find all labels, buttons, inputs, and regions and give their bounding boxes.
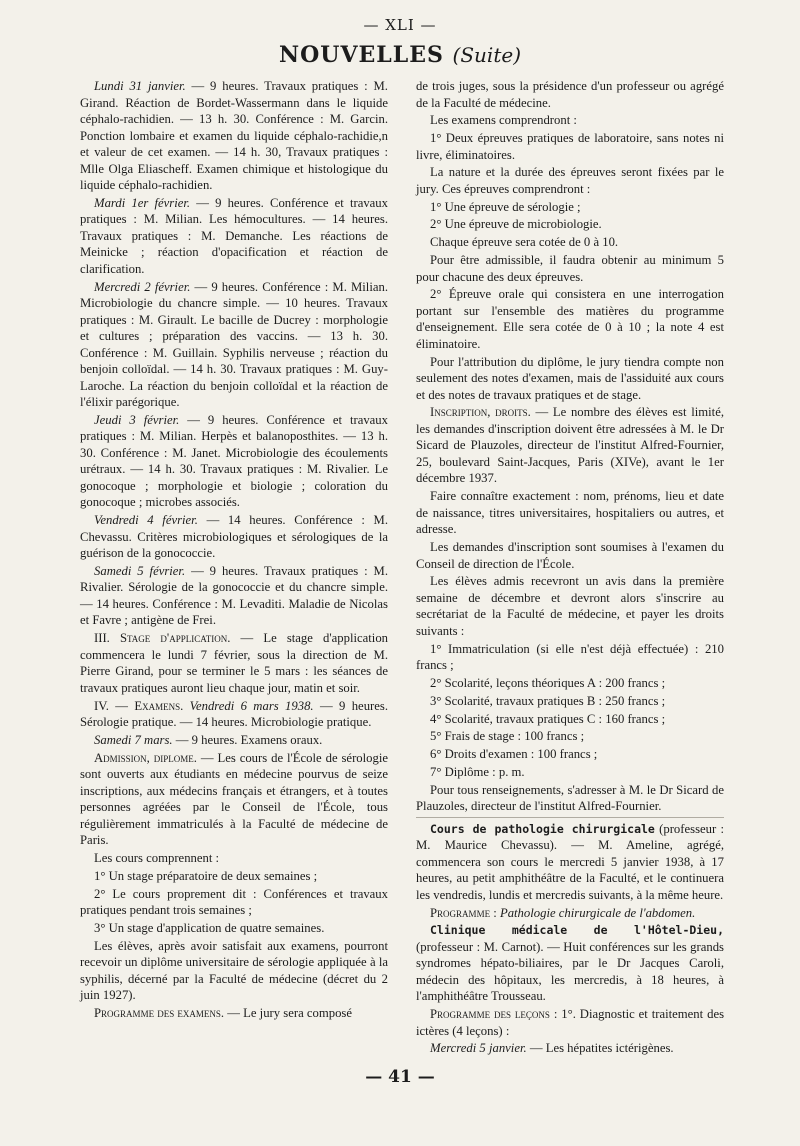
faire-paragraph: Faire connaître exactement : nom, prénoms, lieu et date de naissance, titres universitaires, hospitaliers ou autres, et adresse. xyxy=(416,489,724,537)
orale-paragraph: 2° Épreuve orale qui consistera en une interrogation portant sur l'ensemble des matières du programme d'enseignement. Elle sera cotée de 0 à 10 ; la note 4 est éliminatoire. xyxy=(416,287,724,351)
exam-paragraph xyxy=(80,698,388,731)
day-label: Samedi 5 février. xyxy=(94,563,186,578)
cours-item-1: 1° Un stage préparatoire de deux semaines ; xyxy=(94,868,318,883)
stage-paragraph xyxy=(80,630,388,696)
pathologie-paragraph xyxy=(416,821,724,904)
nature-paragraph: La nature et la durée des épreuves seront fixées par le jury. Ces épreuves comprendront : xyxy=(416,165,724,196)
exam-date: Vendredi 6 mars 1938. xyxy=(189,698,314,713)
schedule-jeudi xyxy=(80,412,388,511)
lecons-text: 1°. Diagnostic et traitement des ictères (4 leçons) : xyxy=(416,1007,725,1038)
schedule-lundi xyxy=(80,78,388,194)
day-text: — 14 heures. Conférence : M. Chevassu. Critères microbiologiques et sérologiques de la guérison de la gonococcie. xyxy=(80,513,388,561)
schedule-mercredi-5 xyxy=(416,1040,724,1057)
lecons-label: Programme des leçons : xyxy=(430,1007,558,1022)
admissible-paragraph: Pour être admissible, il faudra obtenir au minimum 5 pour chacune des deux épreuves. xyxy=(416,253,724,284)
droit-item-6: 6° Droits d'examen : 100 francs ; xyxy=(430,747,598,762)
droit-item-1: 1° Immatriculation (si elle n'est déjà effectuée) : 210 francs ; xyxy=(416,641,724,673)
schedule-samedi-7 xyxy=(80,732,388,749)
admission-text: — Les cours de l'École de sérologie sont ouverts aux étudiants en médecine pourvus de seize inscriptions, aux médecins français et étrangers, et à toutes personnes agréées par le Conseil de l'École, tous régulièrement immatriculés à la Faculté de médecine de Paris. xyxy=(80,750,389,848)
schedule-vendredi xyxy=(80,512,388,562)
schedule-samedi xyxy=(80,563,388,629)
cotee-paragraph: Chaque épreuve sera cotée de 0 à 10. xyxy=(430,235,619,250)
clinique-paragraph xyxy=(416,922,724,1005)
day-text: — 9 heures. Travaux pratiques : M. Girand. Réaction de Bordet-Wassermann dans le liquide céphalo-rachidien. — 13 h. 30. Conférence : M. Garcin. Ponction lombaire et examen du liquide céphalo-rachidie,n et valeur de cet examen. — 14 h. 30, Travaux pratiques : Mlle Olga Eliascheff. Examen chimique et histologique du liquide céphalo-rachidien. xyxy=(80,79,388,192)
inscription-text: — Le nombre des élèves est limité, les demandes d'inscription doivent être adressées à M. le Dr Sicard de Plauzoles, directeur de l'institut Alfred-Fournier, 25, boulevard Saint-Jacques, Paris (XIVe), avant le 1er décembre 1937. xyxy=(416,405,724,486)
programme-paragraph xyxy=(80,1005,388,1022)
day-text: — 9 heures. Conférence et travaux pratiques : M. Milian. Les hémocultures. — 14 heures. Travaux pratiques : M. Demanche. Les réactions de Meinicke ; réaction d'opacification et réaction de clarification. xyxy=(80,195,388,276)
epreuve-item-1: 1° Une épreuve de sérologie ; xyxy=(430,199,581,214)
roman-folio: — XLI — xyxy=(363,16,437,34)
day-label: Jeudi 3 février. xyxy=(94,412,180,427)
inscription-paragraph xyxy=(416,404,724,487)
day-text: — 9 heures. Examens oraux. xyxy=(175,732,323,747)
programme-text: Pathologie chirurgicale de l'abdomen. xyxy=(499,905,696,920)
epreuve-item-2: 2° Une épreuve de microbiologie. xyxy=(430,217,602,232)
clinique-text: (professeur : M. Carnot). — Huit conférences sur les grands syndromes hépato-biliaires, par le Dr Jacques Caroli, médecin des hôpitaux, les mercredis, à 18 heures, à l'amphithéâtre Trousseau. xyxy=(416,939,724,1004)
day-label: Vendredi 4 février. xyxy=(94,513,198,528)
day-text: — 9 heures. Conférence : M. Milian. Microbiologie du chancre simple. — 10 heures. Travaux pratiques : M. Girault. Le bacille de Ducrey : morphologie et cultures ; préparation des vaccins. — 13 h. 30. Conférence : M. Guillain. Syphilis nerveuse ; réaction du benjoin colloïdal. — 14 h. 30. Travaux pratiques : M. Guy-Laroche. La réaction du benjoin colloïdal et la réaction de l'élixir parégorique. xyxy=(80,279,388,410)
cours-item-3: 3° Un stage d'application de quatre semaines. xyxy=(94,920,325,935)
day-label: Mercredi 2 février. xyxy=(94,279,191,294)
day-label: Lundi 31 janvier. xyxy=(94,79,186,93)
renseignements-paragraph: Pour tous renseignements, s'adresser à M. le Dr Sicard de Plauzoles, directeur de l'institut Alfred-Fournier. xyxy=(416,782,724,814)
exam-text: — 9 heures. Sérologie pratique. — 14 heures. Microbiologie pratique. xyxy=(80,698,388,730)
cours-item-2: 2° Le cours proprement dit : Conférences et travaux pratiques pendant trois semaines ; xyxy=(80,886,388,918)
day-label: Mardi 1er février. xyxy=(94,195,191,210)
page-number: — 41 — xyxy=(365,1067,435,1087)
clinique-label: Clinique médicale de l'Hôtel-Dieu, xyxy=(430,923,724,938)
day-text: — Les hépatites ictérigènes. xyxy=(529,1041,674,1056)
left-column xyxy=(80,78,388,1023)
droit-item-3: 3° Scolarité, travaux pratiques B : 250 francs ; xyxy=(430,693,666,708)
pathologie-text: (professeur : M. Maurice Chevassu). — M. Ameline, agrégé, commencera son cours le mercredi 5 janvier 1938, à 17 heures, au petit amphithéâtre de la Faculté, et le continuera les vendredis, lundis et mercredis suivants, à la même heure. xyxy=(416,821,725,902)
lecons-paragraph xyxy=(416,1006,724,1039)
stage-label: III. Stage d'application. xyxy=(94,631,231,646)
programme-label: Programme : xyxy=(430,905,497,920)
diplome-paragraph: Les élèves, après avoir satisfait aux examens, pourront recevoir un diplôme universitaire de sérologie appliquée à la syphilis, décerné par la Faculté de médecine (décret du 2 juin 1927). xyxy=(80,938,388,1003)
programme-label: Programme des examens. xyxy=(94,1005,225,1020)
divider xyxy=(416,817,724,818)
exam-label: IV. — Examens. xyxy=(94,698,184,713)
admis-paragraph: Les élèves admis recevront un avis dans la première semaine de décembre et devront alors s'inscrire au secrétariat de la Faculté de médecine, et payer les droits suivants : xyxy=(416,574,724,638)
title-suite: (Suite) xyxy=(452,43,522,67)
schedule-mardi xyxy=(80,195,388,278)
day-text: — 9 heures. Conférence et travaux pratiques : M. Milian. Herpès et balanoposthites. — 13 h. 30. Conférence : M. Janet. Microbiologie des écoulements urétraux. — 14 h. 30. Travaux pratiques : M. Rivalier. Le gonocoque ; morphologie et biologie ; coloration du gonocoque ; microbes associés. xyxy=(80,412,388,510)
schedule-mercredi xyxy=(80,279,388,411)
programme-text: — Le jury sera composé xyxy=(227,1005,352,1020)
attribution-paragraph: Pour l'attribution du diplôme, le jury tiendra compte non seulement des notes d'examen, mais de l'assiduité aux cours et des notes de travaux pratiques et de stage. xyxy=(416,354,724,402)
title-main: NOUVELLES xyxy=(278,42,444,68)
jury-continuation: de trois juges, sous la présidence d'un professeur ou agrégé de la Faculté de médecine. xyxy=(416,79,724,110)
inscription-label: Inscription, droits. xyxy=(430,405,531,420)
admission-paragraph xyxy=(80,750,388,849)
right-column xyxy=(416,78,724,1058)
examens-intro: Les examens comprendront : xyxy=(430,113,577,128)
droit-item-4: 4° Scolarité, travaux pratiques C : 160 francs ; xyxy=(430,711,666,726)
cours-intro: Les cours comprennent : xyxy=(94,850,220,865)
droit-item-7: 7° Diplôme : p. m. xyxy=(430,764,525,779)
stage-text: — Le stage d'application commencera le lundi 7 février, sous la direction de M. Pierre Girand, pour se terminer le 5 mars : les séances de travaux pratiques auront lieu chaque jour, matin et soir. xyxy=(80,631,389,695)
droit-item-2: 2° Scolarité, leçons théoriques A : 200 francs ; xyxy=(430,675,666,690)
examens-item-1: 1° Deux épreuves pratiques de laboratoire, sans notes ni livre, éliminatoires. xyxy=(416,131,724,162)
day-label: Mercredi 5 janvier. xyxy=(430,1041,527,1056)
day-label: Samedi 7 mars. xyxy=(94,732,173,747)
droit-item-5: 5° Frais de stage : 100 francs ; xyxy=(430,729,585,744)
day-text: — 9 heures. Travaux pratiques : M. Rivalier. Sérologie de la gonococcie et du chancre simple. — 14 heures. Conférence : M. Levaditi. Maladie de Nicolas et Favre ; antigène de Frei. xyxy=(80,563,388,628)
pathologie-programme xyxy=(416,905,724,922)
admission-label: Admission, diplome. xyxy=(94,750,197,765)
demandes-paragraph: Les demandes d'inscription sont soumises à l'examen du Conseil de direction de l'École. xyxy=(416,540,724,571)
section-title xyxy=(0,42,800,68)
pathologie-label: Cours de pathologie chirurgicale xyxy=(430,821,655,836)
